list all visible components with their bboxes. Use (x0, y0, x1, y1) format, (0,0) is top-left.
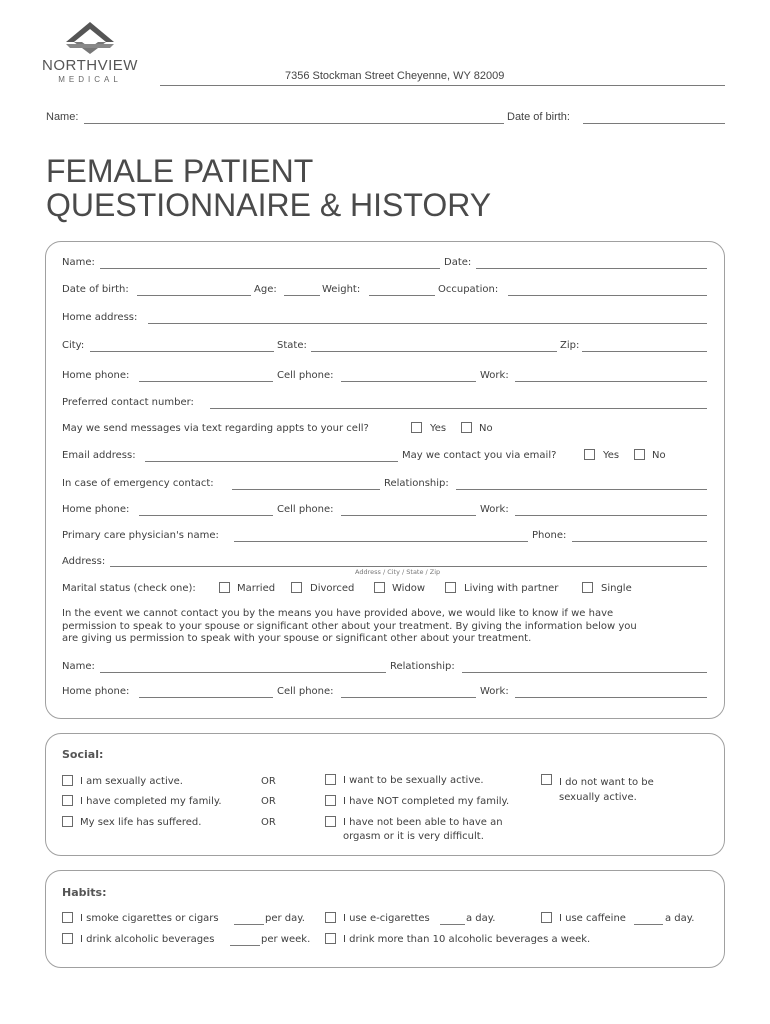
ecig-unit-label: a day. (466, 913, 496, 924)
divorced-checkbox[interactable] (291, 582, 302, 593)
header-name-field[interactable] (84, 123, 504, 124)
emergency-home-phone-label: Home phone: (62, 504, 130, 515)
alcohol-checkbox[interactable] (62, 933, 73, 944)
smoke-label: I smoke cigarettes or cigars (80, 913, 219, 924)
not-want-active-line-2: sexually active. (559, 792, 637, 803)
name-label: Name: (62, 257, 95, 268)
orgasm-difficult-label (343, 816, 503, 844)
family-complete-label: I have completed my family. (80, 796, 222, 807)
text-no-checkbox[interactable] (461, 422, 472, 433)
occupation-field[interactable] (508, 295, 707, 296)
address-hint: Address / City / State / Zip (355, 568, 441, 576)
alcohol-amount-field[interactable] (230, 945, 260, 946)
sexually-active-label: I am sexually active. (80, 776, 183, 787)
orgasm-difficult-line-1: I have not been able to have an (343, 817, 503, 828)
spouse-home-phone-label: Home phone: (62, 686, 130, 697)
emergency-cell-phone-field[interactable] (341, 515, 476, 516)
alcohol-label: I drink alcoholic beverages (80, 934, 215, 945)
title-line-1: FEMALE PATIENT (46, 153, 314, 189)
weight-field[interactable] (369, 295, 435, 296)
zip-label: Zip: (560, 340, 580, 351)
ecig-amount-field[interactable] (440, 924, 465, 925)
partner-checkbox[interactable] (445, 582, 456, 593)
work-phone-field[interactable] (515, 381, 707, 382)
dob-label: Date of birth: (62, 284, 129, 295)
email-field[interactable] (145, 461, 398, 462)
widow-checkbox[interactable] (374, 582, 385, 593)
or-label-1: OR (261, 776, 276, 787)
age-label: Age: (254, 284, 277, 295)
sexually-active-checkbox[interactable] (62, 775, 73, 786)
permission-line-3: are giving us permission to speak with your spouse or significant other about your treatment. (62, 633, 532, 644)
family-not-complete-label: I have NOT completed my family. (343, 796, 510, 807)
permission-line-2: permission to speak to your spouse or significant other about your treatment. By giving the information below you (62, 620, 637, 632)
orgasm-difficult-checkbox[interactable] (325, 816, 336, 827)
physician-field[interactable] (234, 541, 528, 542)
emergency-contact-label: In case of emergency contact: (62, 478, 214, 489)
want-active-label: I want to be sexually active. (343, 775, 484, 786)
state-label: State: (277, 340, 307, 351)
spouse-home-phone-field[interactable] (139, 697, 273, 698)
physician-address-label: Address: (62, 556, 106, 567)
single-checkbox[interactable] (582, 582, 593, 593)
ecig-label: I use e-cigarettes (343, 913, 430, 924)
clinic-address: 7356 Stockman Street Cheyenne, WY 82009 (285, 70, 505, 82)
alcohol-10-checkbox[interactable] (325, 933, 336, 944)
spouse-cell-phone-field[interactable] (341, 697, 476, 698)
or-label-3: OR (261, 817, 276, 828)
header-dob-label: Date of birth: (507, 111, 570, 123)
logo (40, 20, 140, 90)
emergency-work-field[interactable] (515, 515, 707, 516)
emergency-contact-field[interactable] (232, 489, 380, 490)
spouse-work-label: Work: (480, 686, 509, 697)
caffeine-amount-field[interactable] (634, 924, 663, 925)
text-yes-checkbox[interactable] (411, 422, 422, 433)
sex-life-suffered-label: My sex life has suffered. (80, 817, 202, 828)
date-field[interactable] (476, 268, 707, 269)
text-yes-label: Yes (430, 423, 447, 434)
home-address-label: Home address: (62, 312, 138, 323)
header-name-label: Name: (46, 111, 79, 123)
married-label: Married (237, 583, 276, 594)
emergency-work-label: Work: (480, 504, 509, 515)
emergency-relationship-field[interactable] (456, 489, 707, 490)
not-want-active-line-1: I do not want to be (559, 777, 654, 788)
want-active-checkbox[interactable] (325, 774, 336, 785)
home-address-field[interactable] (148, 323, 707, 324)
occupation-label: Occupation: (438, 284, 499, 295)
preferred-contact-field[interactable] (210, 408, 707, 409)
text-no-label: No (479, 423, 493, 434)
age-field[interactable] (284, 295, 320, 296)
not-want-active-label (559, 775, 654, 805)
weight-label: Weight: (322, 284, 361, 295)
work-phone-label: Work: (480, 370, 509, 381)
address-rule (160, 85, 725, 86)
zip-field[interactable] (582, 351, 707, 352)
city-field[interactable] (90, 351, 274, 352)
dob-field[interactable] (137, 295, 251, 296)
family-complete-checkbox[interactable] (62, 795, 73, 806)
alcohol-unit-label: per week. (261, 934, 311, 945)
header-dob-field[interactable] (583, 123, 725, 124)
physician-label: Primary care physician's name: (62, 530, 219, 541)
spouse-cell-phone-label: Cell phone: (277, 686, 334, 697)
married-checkbox[interactable] (219, 582, 230, 593)
home-phone-field[interactable] (139, 381, 273, 382)
habits-title: Habits: (62, 886, 107, 899)
or-label-2: OR (261, 796, 276, 807)
home-phone-label: Home phone: (62, 370, 130, 381)
email-no-checkbox[interactable] (634, 449, 645, 460)
date-label: Date: (444, 257, 472, 268)
single-label: Single (601, 583, 632, 594)
email-label: Email address: (62, 450, 136, 461)
text-permission-question: May we send messages via text regarding appts to your cell? (62, 423, 369, 434)
emergency-cell-phone-label: Cell phone: (277, 504, 334, 515)
smoke-checkbox[interactable] (62, 912, 73, 923)
orgasm-difficult-line-2: orgasm or it is very difficult. (343, 831, 484, 842)
divorced-label: Divorced (310, 583, 355, 594)
alcohol-10-label: I drink more than 10 alcoholic beverages a week. (343, 934, 591, 945)
caffeine-checkbox[interactable] (541, 912, 552, 923)
email-no-label: No (652, 450, 666, 461)
family-not-complete-checkbox[interactable] (325, 795, 336, 806)
city-label: City: (62, 340, 85, 351)
social-title: Social: (62, 748, 104, 761)
spouse-relationship-label: Relationship: (390, 661, 455, 672)
cell-phone-label: Cell phone: (277, 370, 334, 381)
physician-phone-label: Phone: (532, 530, 567, 541)
preferred-contact-label: Preferred contact number: (62, 397, 194, 408)
name-field[interactable] (100, 268, 440, 269)
logo-mark-icon (40, 20, 140, 56)
not-want-active-checkbox[interactable] (541, 774, 552, 785)
partner-label: Living with partner (464, 583, 559, 594)
spouse-work-field[interactable] (515, 697, 707, 698)
spouse-name-label: Name: (62, 661, 95, 672)
emergency-home-phone-field[interactable] (139, 515, 273, 516)
cell-phone-field[interactable] (341, 381, 476, 382)
email-yes-checkbox[interactable] (584, 449, 595, 460)
caffeine-unit-label: a day. (665, 913, 695, 924)
physician-phone-field[interactable] (572, 541, 707, 542)
page-title (46, 154, 491, 222)
email-permission-question: May we contact you via email? (402, 450, 557, 461)
logo-name: NORTHVIEW (42, 57, 138, 74)
state-field[interactable] (311, 351, 557, 352)
permission-paragraph (62, 608, 637, 646)
logo-sub: MEDICAL (58, 75, 122, 84)
spouse-relationship-field[interactable] (462, 672, 707, 673)
sex-life-suffered-checkbox[interactable] (62, 816, 73, 827)
smoke-unit-label: per day. (265, 913, 305, 924)
title-line-2: QUESTIONNAIRE & HISTORY (46, 187, 492, 223)
emergency-relationship-label: Relationship: (384, 478, 449, 489)
smoke-amount-field[interactable] (234, 924, 264, 925)
ecig-checkbox[interactable] (325, 912, 336, 923)
widow-label: Widow (392, 583, 426, 594)
physician-address-field[interactable] (110, 566, 707, 567)
permission-line-1: In the event we cannot contact you by the means you have provided above, we would like to know if we have (62, 608, 614, 619)
email-yes-label: Yes (603, 450, 620, 461)
caffeine-label: I use caffeine (559, 913, 626, 924)
spouse-name-field[interactable] (100, 672, 386, 673)
marital-status-label: Marital status (check one): (62, 583, 196, 594)
